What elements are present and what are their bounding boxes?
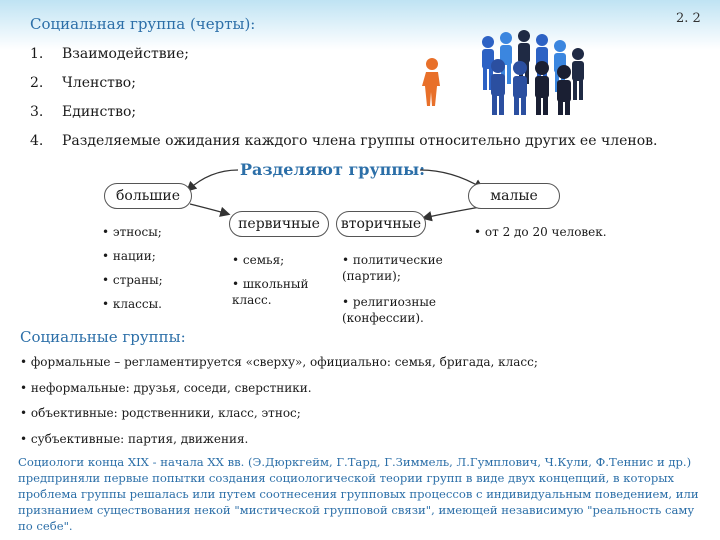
small-item-1: • от 2 до 20 человек. (474, 225, 607, 239)
feature-item-3: Единство; (62, 104, 137, 120)
social-groups-heading: Социальные группы: (20, 328, 186, 346)
secondary-groups-node: вторичные (336, 211, 426, 237)
arrow-to-big (188, 170, 238, 190)
social-group-item-2: • неформальные: друзья, соседи, сверстники. (20, 381, 312, 395)
feature-item-4: Разделяемые ожидания каждого члена группы относительно других ее членов. (62, 133, 658, 149)
big-item-1: • этносы; (102, 225, 162, 239)
small-groups-node: малые (468, 183, 560, 209)
arrow-to-primary (190, 204, 228, 214)
divide-heading: Разделяют группы: (240, 160, 426, 179)
feature-number-3: 3. (30, 104, 44, 120)
secondary-item-1: • политические (партии); (342, 253, 443, 283)
primary-item-2: • школьный класс. (232, 277, 309, 307)
big-item-4: • классы. (102, 297, 162, 311)
secondary-item-2: • религиозные (конфессии). (342, 295, 437, 325)
big-item-2: • нации; (102, 249, 156, 263)
feature-number-2: 2. (30, 75, 44, 91)
feature-item-2: Членство; (62, 75, 136, 91)
slide-number: 2. 2 (676, 11, 701, 26)
feature-number-1: 1. (30, 46, 44, 62)
slide-title: Социальная группа (черты): (30, 15, 256, 33)
social-group-item-4: • субъективные: партия, движения. (20, 432, 249, 446)
big-item-3: • страны; (102, 273, 163, 287)
social-group-item-3: • объективные: родственники, класс, этнос; (20, 406, 301, 420)
sociologists-paragraph: Социологи конца XIX - начала XX вв. (Э.Дюркгейм, Г.Тард, Г.Зиммель, Л.Гумплович, Ч.Кули, Ф.Теннис и др.) предприняли первые попытки создания социологической теории групп в виде двух концепций, в которых проблема группы решалась или путем соотнесения групповых процессов с индивидуальным поведением, или признанием существования некой "мистической групповой связи", имеющей независимую "реальность саму по себе". (18, 455, 699, 533)
feature-item-1: Взаимодействие; (62, 46, 189, 62)
feature-number-4: 4. (30, 133, 44, 149)
primary-groups-node: первичные (229, 211, 329, 237)
big-groups-node: большие (104, 183, 192, 209)
primary-item-1: • семья; (232, 253, 285, 267)
social-group-item-1: • формальные – регламентируется «сверху», официально: семья, бригада, класс; (20, 355, 538, 369)
